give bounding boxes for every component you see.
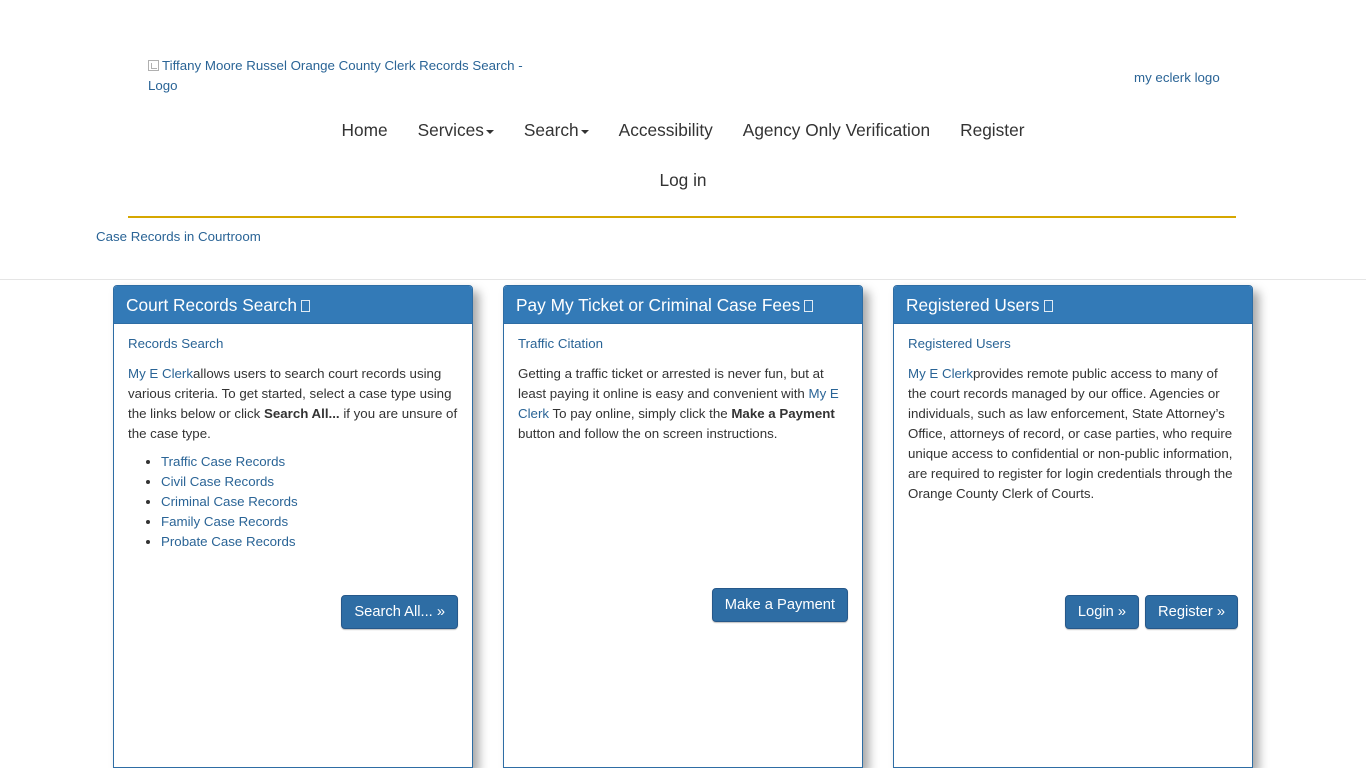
nav-item-label: Register	[960, 120, 1025, 140]
nav-item-label: Search	[523, 120, 579, 140]
nav-item-home[interactable]	[327, 106, 403, 155]
traffic-citation-image	[518, 334, 848, 354]
panel-description-text-2: To pay online, simply click the	[549, 406, 732, 421]
hero-image	[96, 229, 261, 244]
link-criminal-case-records[interactable]: Criminal Case Records	[161, 494, 298, 509]
link-family-case-records[interactable]: Family Case Records	[161, 514, 289, 529]
registered-users-image	[908, 334, 1238, 354]
panel-body	[114, 324, 472, 620]
panel-header	[894, 286, 1252, 324]
header-divider	[128, 216, 1236, 218]
my-eclerk-image	[908, 366, 973, 381]
panel-description	[908, 364, 1238, 504]
nav-item-label: Accessibility	[618, 120, 713, 140]
nav-row-secondary	[0, 156, 1366, 206]
panel-pay-my-ticket	[503, 285, 863, 768]
registered-users-image-alt-text: Registered Users	[908, 336, 1011, 351]
chevron-down-icon	[486, 130, 494, 134]
nav-item-label: Home	[341, 120, 388, 140]
my-eclerk-image	[128, 366, 193, 381]
panel-description	[128, 364, 458, 444]
my-eclerk-image-alt-text: My E Clerk	[518, 386, 839, 421]
main-navigation	[0, 106, 1366, 206]
register-button[interactable]: Register »	[1145, 595, 1238, 629]
panel-description-text-1: Getting a traffic ticket or arrested is never fun, but at least paying it online is easy and convenient with	[518, 366, 824, 401]
panel-court-records-search	[113, 285, 473, 768]
list-item	[161, 512, 458, 532]
list-item	[161, 532, 458, 552]
panel-button-row	[341, 595, 458, 629]
link-traffic-case-records[interactable]: Traffic Case Records	[161, 454, 286, 469]
nav-item-accessibility[interactable]	[604, 106, 728, 155]
panel-header	[504, 286, 862, 324]
panel-description-strong: Search All...	[263, 406, 340, 421]
my-eclerk-image-alt-text: My E Clerk	[128, 366, 194, 381]
my-eclerk-image-alt-text: My E Clerk	[908, 366, 974, 381]
missing-glyph-icon	[804, 300, 813, 312]
panel-title: Registered Users	[906, 295, 1040, 315]
nav-item-search[interactable]	[509, 106, 604, 155]
login-button[interactable]: Login »	[1065, 595, 1139, 629]
nav-item-label: Services	[417, 120, 484, 140]
hero-image-alt-text: Case Records in Courtroom	[96, 229, 261, 244]
panel-button-row	[1065, 595, 1238, 629]
panel-description-text-1: provides remote public access to many of the court records managed by our office. Agencies or individuals, such as law enforcement, State Attorney’s Office, attorneys of record, or case parties, who require unique access to confidential or non-public information, are required to register for login credentials through the Orange County Clerk of Courts.	[908, 366, 1233, 501]
nav-item-log-in[interactable]	[644, 156, 721, 205]
panel-title: Pay My Ticket or Criminal Case Fees	[516, 295, 801, 315]
missing-glyph-icon	[1044, 300, 1053, 312]
panel-registered-users	[893, 285, 1253, 768]
site-logo-alt-text: Tiffany Moore Russel Orange County Clerk Records Search - Logo	[148, 58, 523, 93]
panel-title: Court Records Search	[126, 295, 297, 315]
list-item	[161, 472, 458, 492]
panel-header	[114, 286, 472, 324]
panel-description-text-1: allows users to search court records using various criteria. To get started, select a case type using the links below or click	[128, 366, 452, 421]
case-type-link-list	[128, 452, 458, 552]
nav-item-label: Log in	[659, 170, 707, 190]
nav-row-primary	[0, 106, 1366, 156]
panel-body	[894, 324, 1252, 620]
site-logo[interactable]	[148, 56, 548, 96]
panel-container	[0, 285, 1366, 768]
broken-image-icon	[148, 60, 159, 71]
eclerk-logo[interactable]	[1134, 69, 1220, 87]
list-item	[161, 452, 458, 472]
hero-banner	[0, 220, 1366, 280]
panel-description-text-3: button and follow the on screen instructions.	[518, 426, 778, 441]
records-search-image-alt-text: Records Search	[128, 336, 224, 351]
panel-button-row	[712, 588, 848, 622]
search-all-button[interactable]: Search All... »	[341, 595, 458, 629]
site-header	[0, 0, 1366, 218]
panel-body	[504, 324, 862, 613]
nav-item-label: Agency Only Verification	[742, 120, 931, 140]
make-a-payment-button[interactable]: Make a Payment	[712, 588, 848, 622]
records-search-image	[128, 334, 458, 354]
chevron-down-icon	[581, 130, 589, 134]
panel-description-strong: Make a Payment	[731, 406, 835, 421]
link-civil-case-records[interactable]: Civil Case Records	[161, 474, 275, 489]
panel-description-text-2: if you are unsure of the case type.	[128, 406, 458, 441]
nav-item-register[interactable]	[945, 106, 1039, 155]
traffic-citation-image-alt-text: Traffic Citation	[518, 336, 603, 351]
nav-item-services[interactable]	[403, 106, 509, 155]
panel-description	[518, 364, 848, 444]
nav-item-agency-only-verification[interactable]	[728, 106, 945, 155]
list-item	[161, 492, 458, 512]
link-probate-case-records[interactable]: Probate Case Records	[161, 534, 296, 549]
eclerk-logo-alt-text: my eclerk logo	[1134, 70, 1220, 85]
missing-glyph-icon	[301, 300, 310, 312]
